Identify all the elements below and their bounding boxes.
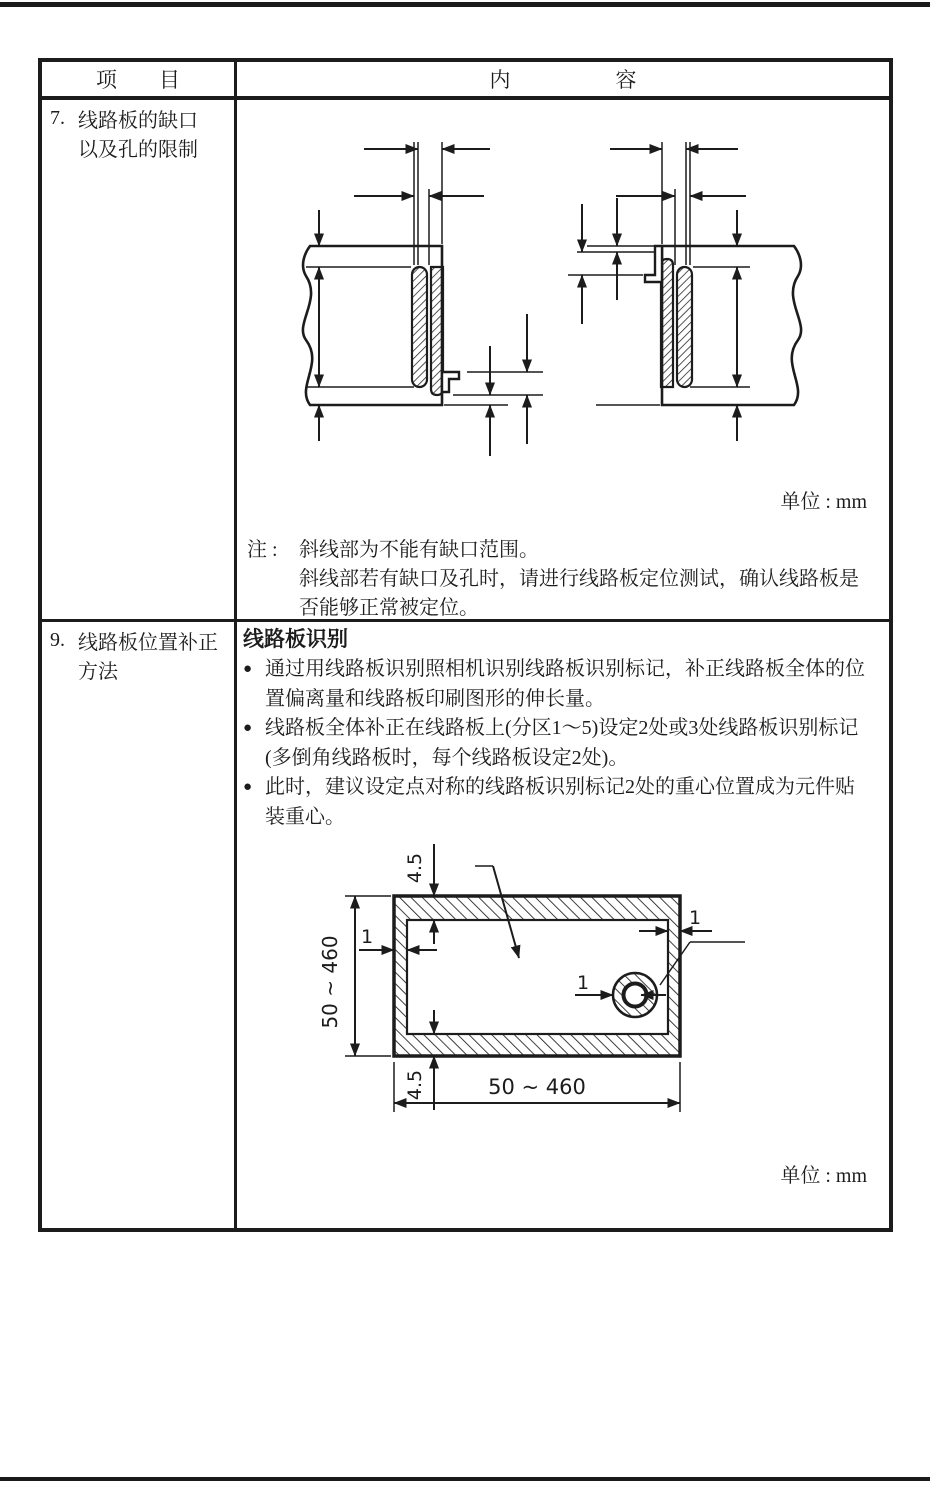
section-heading: 线路板识别 bbox=[243, 628, 348, 651]
list-item bbox=[243, 714, 889, 773]
page-bottom-rule bbox=[0, 1477, 930, 1481]
note-line: 否能够正常被定位。 bbox=[299, 597, 479, 619]
page-top-rule bbox=[0, 2, 930, 7]
row9-item-cell bbox=[42, 622, 237, 1228]
dim-fiducial: 1 bbox=[576, 972, 590, 994]
dim-top-margin: 4.5 bbox=[404, 852, 426, 884]
no-notch-zone-slot bbox=[412, 267, 427, 387]
note-line: 斜线部为不能有缺口范围。 bbox=[299, 539, 539, 561]
bullet-text-line: 此时，建议设定点对称的线路板识别标记2处的重心位置成为元件贴 bbox=[265, 776, 855, 798]
row7-content-cell bbox=[237, 100, 889, 622]
no-notch-zone-slot bbox=[677, 267, 692, 387]
notch-diagram-right bbox=[568, 142, 801, 441]
bullet-text-line: 线路板全体补正在线路板上(分区1～5)设定2处或3处线路板识别标记 bbox=[265, 717, 859, 739]
bullet-text-line: (多倒角线路板时，每个线路板设定2处)。 bbox=[265, 746, 629, 769]
bullet-text-line: 置偏离量和线路板印刷图形的伸长量。 bbox=[265, 687, 605, 710]
pcb-plan-view bbox=[394, 896, 680, 1056]
row7-item-number: 7. bbox=[50, 107, 65, 129]
row9-item-title-line2: 方法 bbox=[78, 661, 118, 683]
dim-right-margin: 1 bbox=[688, 907, 702, 929]
notch-limit-diagram bbox=[272, 134, 889, 464]
dim-height-range: 50 ~ 460 bbox=[318, 935, 342, 1029]
bullet-list bbox=[243, 655, 889, 832]
dim-bottom-margin: 4.5 bbox=[404, 1069, 426, 1101]
list-item bbox=[243, 655, 889, 714]
note-label: 注 : bbox=[247, 539, 278, 561]
row7-item-cell bbox=[42, 100, 237, 622]
list-item bbox=[243, 773, 889, 832]
dim-width-range: 50 ~ 460 bbox=[488, 1075, 586, 1099]
dim-left-margin: 1 bbox=[360, 926, 374, 948]
row7-item-title-line2: 以及孔的限制 bbox=[78, 139, 198, 161]
row9-item-title-line1: 线路板位置补正 bbox=[78, 632, 218, 654]
row9-content-cell bbox=[237, 622, 889, 1228]
note-line: 斜线部若有缺口及孔时，请进行线路板定位测试，确认线路板是 bbox=[299, 568, 859, 590]
bullet-text-line: 装重心。 bbox=[265, 805, 345, 828]
header-item-column: 项 目 bbox=[42, 62, 237, 100]
board-recognition-diagram bbox=[317, 838, 877, 1128]
bullet-icon: ● bbox=[243, 720, 253, 736]
row9-item-number: 9. bbox=[50, 629, 65, 651]
note-block bbox=[247, 536, 889, 622]
notch-diagram-left bbox=[303, 142, 543, 456]
board-clamp bbox=[442, 372, 459, 392]
bullet-text-line: 通过用线路板识别照相机识别线路板识别标记，补正线路板全体的位 bbox=[265, 658, 865, 680]
unit-label: 单位 : mm bbox=[780, 1165, 867, 1187]
row7-item-title-line1: 线路板的缺口 bbox=[78, 110, 198, 132]
spec-table bbox=[38, 58, 893, 1232]
bullet-icon: ● bbox=[243, 661, 253, 677]
header-content-column: 内 容 bbox=[237, 62, 889, 100]
bullet-icon: ● bbox=[243, 779, 253, 795]
unit-label: 单位 : mm bbox=[780, 491, 867, 513]
